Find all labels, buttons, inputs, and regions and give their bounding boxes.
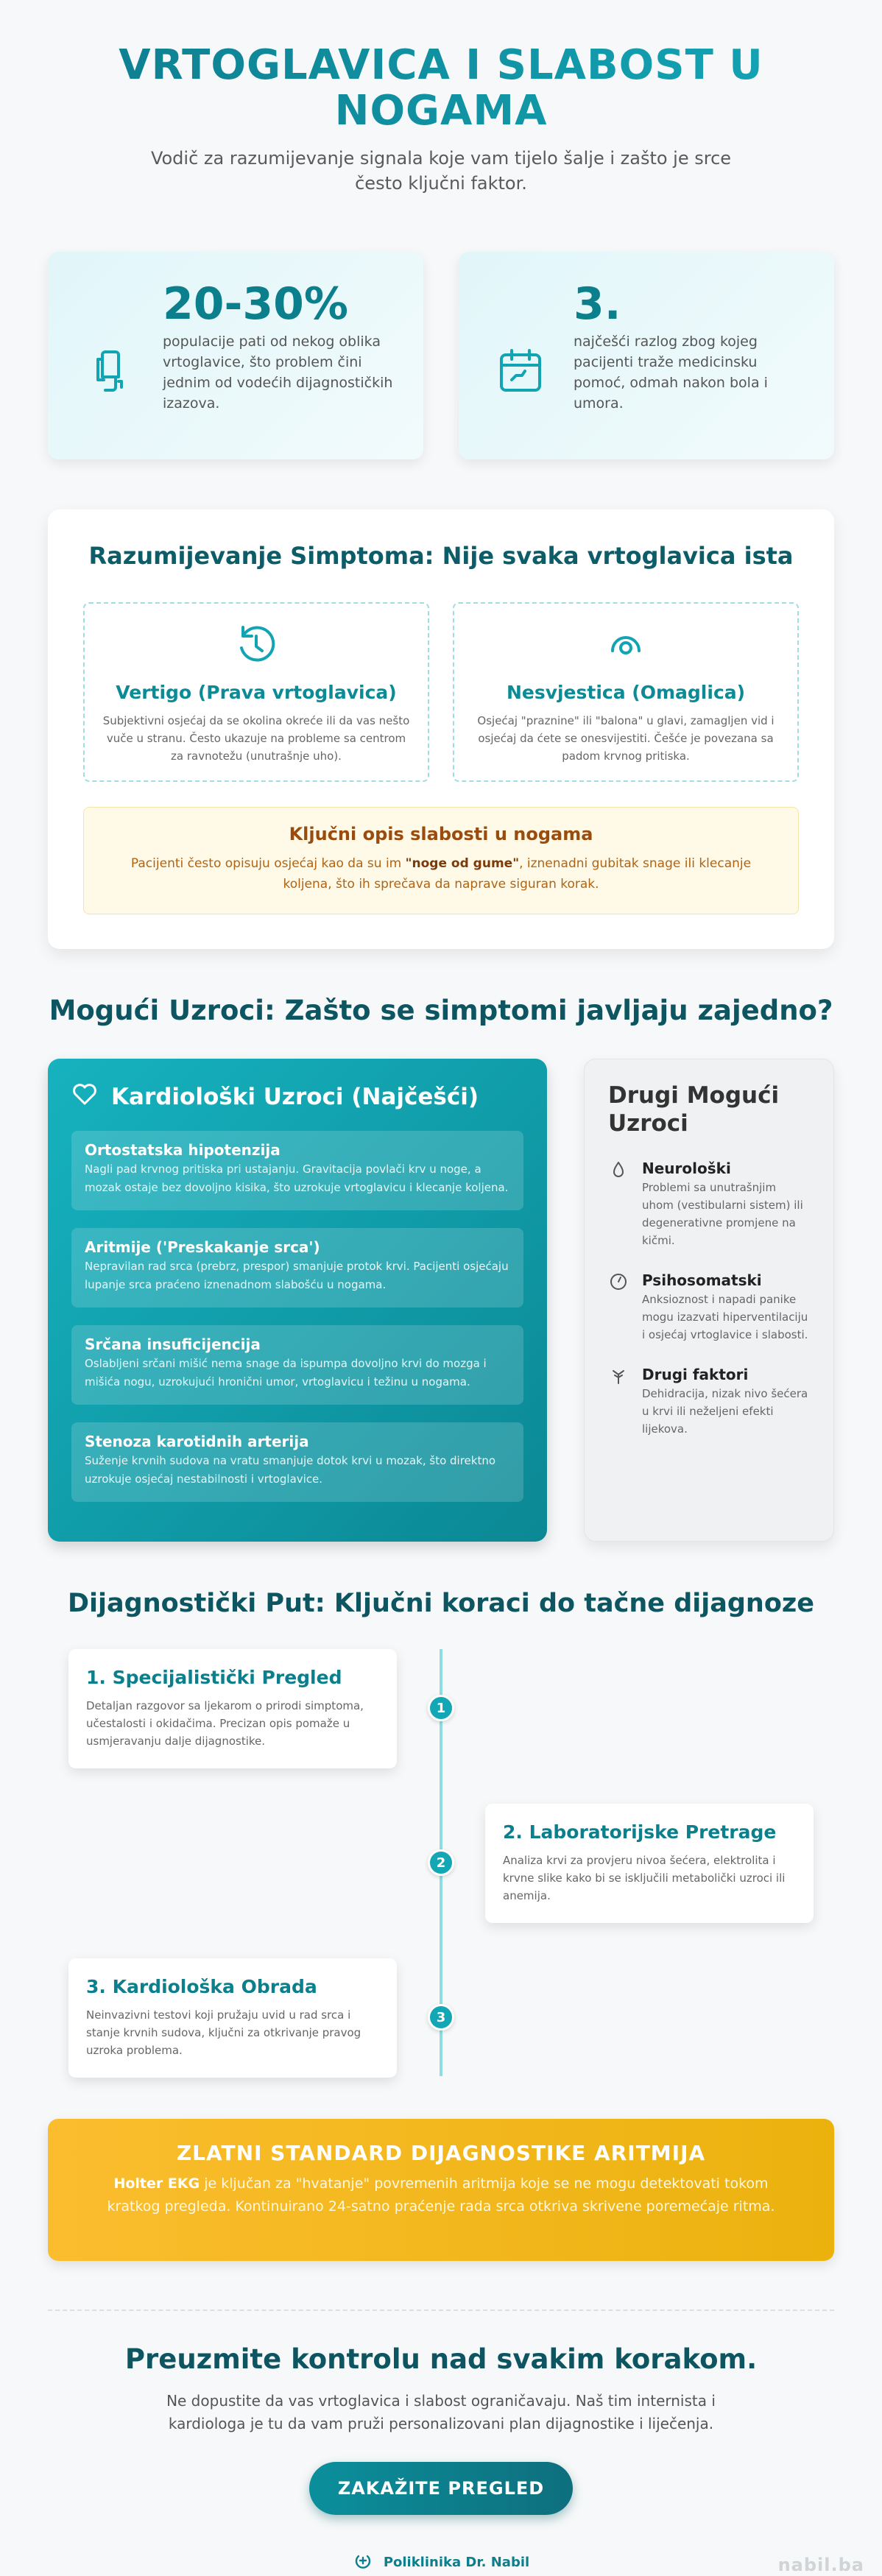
standing-figure-icon — [83, 345, 136, 398]
fainting-icon — [602, 657, 649, 671]
step-text: Analiza krvi za provjeru nivoa šećera, elektrolita i krvne slike kako bi se isključili metabolički uzroci ili anemija. — [503, 1854, 786, 1902]
cardio-title: Kardiološki Uzroci (Najčešći) — [111, 1084, 479, 1110]
timeline-title: Dijagnostički Put: Ključni koraci do tačne dijagnoze — [67, 1589, 814, 1618]
other-cause-text: Dehidracija, nizak nivo šećera u krvi ili neželjeni efekti lijekova. — [642, 1387, 808, 1436]
symptoms-section — [48, 509, 834, 949]
timeline-step-dot: 2 — [428, 1849, 454, 1876]
key-text-before: Pacijenti često opisuju osjećaj kao da su im — [130, 856, 406, 871]
gold-standard-banner — [48, 2119, 834, 2261]
key-title: Ključni opis slabosti u nogama — [289, 824, 593, 844]
symptom-card-vertigo — [83, 602, 429, 782]
cause-text: Nepravilan rad srca (prebrz, prespor) smanjuje protok krvi. Pacijenti osjećaju lupanje srca praćeno iznenadnom slabošću u nogama. — [85, 1260, 509, 1291]
cause-text: Suženje krvnih sudova na vratu smanjuje dotok krvi u mozak, što direktno uzrokuje osjećaj nestabilnosti i vrtoglavice. — [85, 1454, 496, 1486]
stat-card — [48, 252, 423, 459]
step-text: Neinvazivni testovi koji pružaju uvid u rad srca i stanje krvnih sudova, ključni za otkrivanje pravog uzroka problema. — [86, 2008, 361, 2057]
cardio-causes-card — [48, 1059, 547, 1542]
key-description-box — [83, 807, 799, 914]
cardio-cause-item — [71, 1325, 523, 1405]
heart-icon — [71, 1081, 111, 1113]
gold-text — [92, 2173, 790, 2218]
drop-icon — [608, 1160, 629, 1180]
stats-row — [48, 252, 834, 459]
symptom-card-fainting — [453, 602, 799, 782]
cta-text: Ne dopustite da vas vrtoglavica i slabost ograničavaju. Naš tim internista i kardiologa je tu da vam pruži personalizovani plan dijagnostike i liječenja. — [166, 2392, 716, 2432]
plant-icon — [608, 1366, 629, 1386]
symptom-text: Subjektivni osjećaj da se okolina okreće ili da vas nešto vuče u stranu. Često ukazuje na probleme sa centrom za ravnotežu (unutrašnje uho). — [102, 714, 410, 763]
gauge-icon — [608, 1271, 629, 1292]
timeline — [48, 1649, 834, 2091]
cardio-cause-item — [71, 1131, 523, 1210]
other-cause-item — [608, 1160, 810, 1249]
stat-text: populacije pati od nekog oblika vrtoglavice, što problem čini jednim od vodećih dijagnostičkih izazova. — [163, 334, 393, 412]
gold-title: ZLATNI STANDARD DIJAGNOSTIKE ARITMIJA — [176, 2141, 706, 2165]
cause-title: Stenoza karotidnih arterija — [85, 1433, 309, 1450]
gold-text-bold: Holter EKG — [113, 2176, 200, 2192]
cause-title: Aritmije ('Preskakanje srca') — [85, 1238, 320, 1256]
step-title: 3. Kardiološka Obrada — [86, 1976, 317, 1997]
watermark: nabil.ba — [777, 2555, 864, 2575]
step-text: Detaljan razgovor sa ljekarom o prirodi simptoma, učestalosti i okidačima. Precizan opis pomaže u usmjeravanju dalje dijagnostike. — [86, 1699, 364, 1748]
key-text — [110, 853, 772, 894]
stat-card — [459, 252, 834, 459]
cause-text: Oslabljeni srčani mišić nema snage da ispumpa dovoljno krvi do mozga i mišića nogu, uzrokujući hronični umor, vrtoglavicu i težinu u nogama. — [85, 1357, 487, 1388]
brand-name: Poliklinika Dr. Nabil — [383, 2555, 530, 2570]
step-title: 2. Laboratorijske Pretrage — [503, 1821, 777, 1843]
cta-title: Preuzmite kontrolu nad svakim korakom. — [124, 2343, 758, 2375]
page — [48, 0, 834, 2575]
gold-text-rest: je ključan za "hvatanje" povremenih aritmija koje se ne mogu detektovati tokom kratkog pregleda. Kontinuirano 24-satno praćenje rada srca otkriva skrivene poremećaje ritma. — [107, 2176, 775, 2215]
calendar-icon — [494, 345, 547, 398]
other-title: Drugi Mogući Uzroci — [608, 1082, 780, 1137]
causes-title: Mogući Uzroci: Zašto se simptomi javljaju zajedno? — [49, 995, 833, 1026]
timeline-step-card — [68, 1958, 397, 2078]
other-cause-title: Psihosomatski — [642, 1271, 762, 1289]
stat-number: 3. — [574, 278, 621, 330]
cta-section — [48, 2311, 834, 2575]
cause-title: Srčana insuficijencija — [85, 1335, 261, 1353]
cause-title: Ortostatska hipotenzija — [85, 1141, 281, 1159]
other-cause-title: Neurološki — [642, 1160, 731, 1177]
clinic-logo-icon — [353, 2550, 384, 2575]
other-cause-item — [608, 1366, 810, 1438]
stat-number: 20-30% — [163, 278, 349, 330]
page-title: VRTOGLAVICA I SLABOST U NOGAMA — [80, 43, 802, 134]
symptom-cards — [83, 602, 799, 782]
symptom-title: Nesvjestica (Omaglica) — [506, 682, 746, 703]
timeline-step-card — [485, 1804, 814, 1923]
cardio-cause-item — [71, 1228, 523, 1308]
other-cause-text: Anksioznost i napadi panike mogu izazvati hiperventilaciju i osjećaj vrtoglavice i slabosti. — [642, 1293, 808, 1341]
page-subtitle: Vodič za razumijevanje signala koje vam tijelo šalje i zašto je srce često ključni faktor. — [150, 148, 732, 194]
cause-text: Nagli pad krvnog pritiska pri ustajanju. Gravitacija povlači krv u noge, a mozak ostaje bez dovoljno kisika, što uzrokuje vrtoglavicu i klecanje koljena. — [85, 1162, 509, 1194]
other-causes-card — [584, 1059, 834, 1542]
symptom-title: Vertigo (Prava vrtoglavica) — [116, 682, 397, 703]
step-title: 1. Specijalistički Pregled — [86, 1667, 342, 1688]
cardio-header — [71, 1081, 523, 1113]
timeline-step-dot: 1 — [428, 1695, 454, 1721]
timeline-step-card — [68, 1649, 397, 1768]
other-cause-title: Drugi faktori — [642, 1366, 749, 1383]
book-appointment-button[interactable]: ZAKAŽITE PREGLED — [309, 2462, 573, 2515]
key-text-bold: "noge od gume" — [405, 856, 520, 871]
other-cause-text: Problemi sa unutrašnjim uhom (vestibularni sistem) ili degenerativne promjene na kičmi. — [642, 1181, 803, 1247]
cardio-cause-item — [71, 1422, 523, 1502]
symptoms-title: Razumijevanje Simptoma: Nije svaka vrtoglavica ista — [88, 542, 794, 570]
rotate-clock-icon — [233, 657, 280, 671]
header — [48, 0, 834, 196]
key-text-after: , iznenadni gubitak snage ili klecanje koljena, što ih sprečava da naprave siguran korak. — [283, 856, 752, 892]
symptom-text: Osjećaj "praznine" ili "balona" u glavi, zamagljen vid i osjećaj da ćete se onesvijestiti. Češće je povezana sa padom krvnog pritiska. — [477, 714, 775, 763]
causes-section — [48, 1059, 834, 1542]
brand[interactable] — [48, 2550, 834, 2575]
timeline-step-dot: 3 — [428, 2004, 454, 2030]
stat-text: najčešći razlog zbog kojeg pacijenti traže medicinsku pomoć, odmah nakon bola i umora. — [574, 334, 768, 412]
other-cause-item — [608, 1271, 810, 1344]
